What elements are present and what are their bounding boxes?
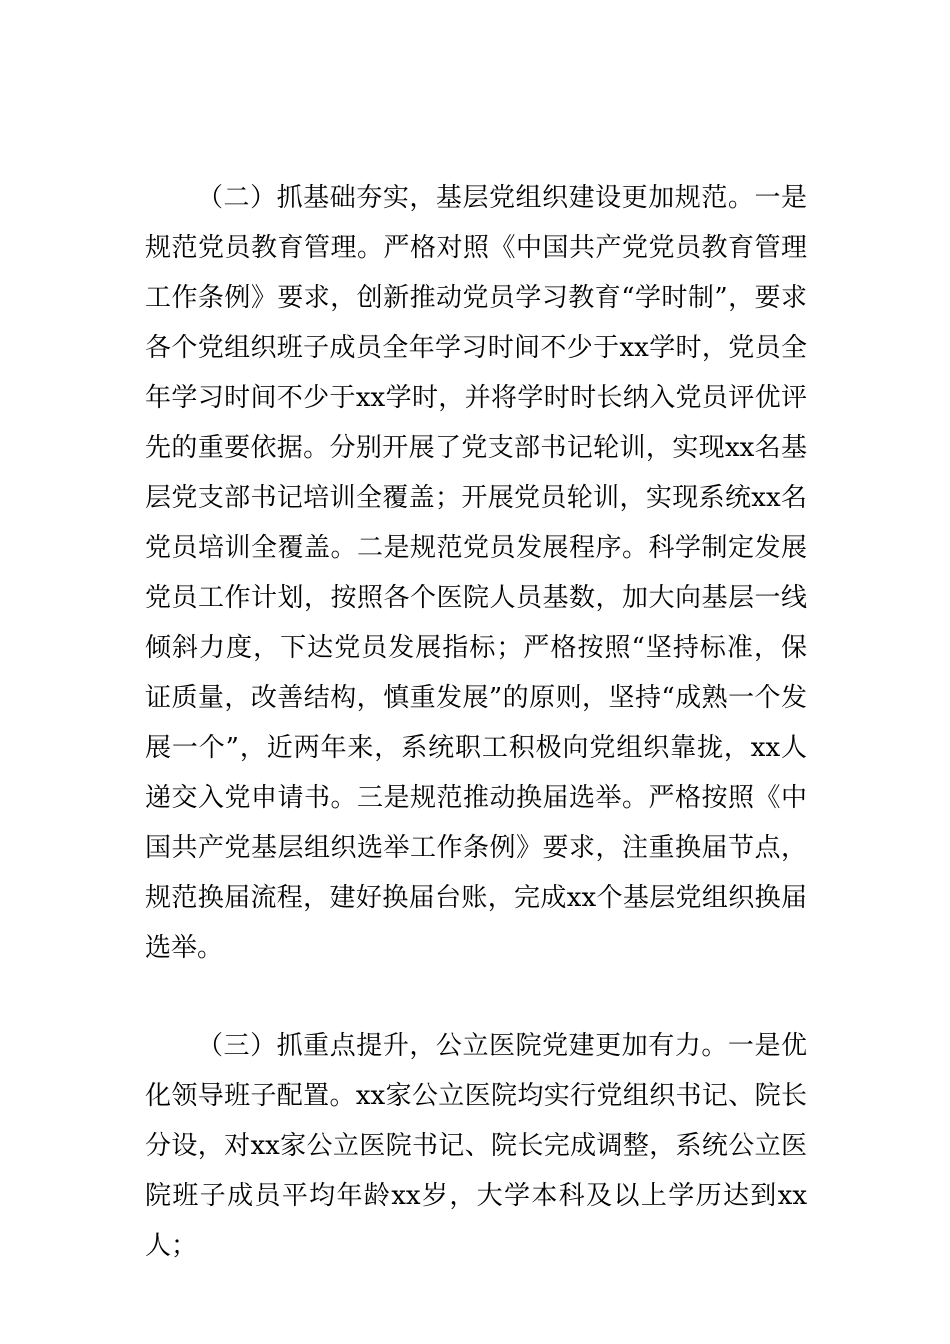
paragraph-section-3: （三）抓重点提升，公立医院党建更加有力。一是优化领导班子配置。xx家公立医院均实行党组织书记、院长分设，对xx家公立医院书记、院长完成调整，系统公立医院班子成员平均年龄xx岁，大学本科及以上学历达到xx人； — [145, 1031, 807, 1261]
paragraph-section-2: （二）抓基础夯实，基层党组织建设更加规范。一是规范党员教育管理。严格对照《中国共产党党员教育管理工作条例》要求，创新推动党员学习教育“学时制”，要求各个党组织班子成员全年学习时间不少于xx学时，党员全年学习时间不少于xx学时，并将学时时长纳入党员评优评先的重要依据。分别开展了党支部书记轮训，实现xx名基层党支部书记培训全覆盖；开展党员轮训，实现系统xx名党员培训全覆盖。二是规范党员发展程序。科学制定发展党员工作计划，按照各个医院人员基数，加大向基层一线倾斜力度，下达党员发展指标；严格按照“坚持标准，保证质量，改善结构，慎重发展”的原则，坚持“成熟一个发展一个”，近两年来，系统职工积极向党组织靠拢，xx人递交入党申请书。三是规范推动换届选举。严格按照《中国共产党基层组织选举工作条例》要求，注重换届节点，规范换届流程，建好换届台账，完成xx个基层党组织换届选举。 — [145, 183, 807, 963]
